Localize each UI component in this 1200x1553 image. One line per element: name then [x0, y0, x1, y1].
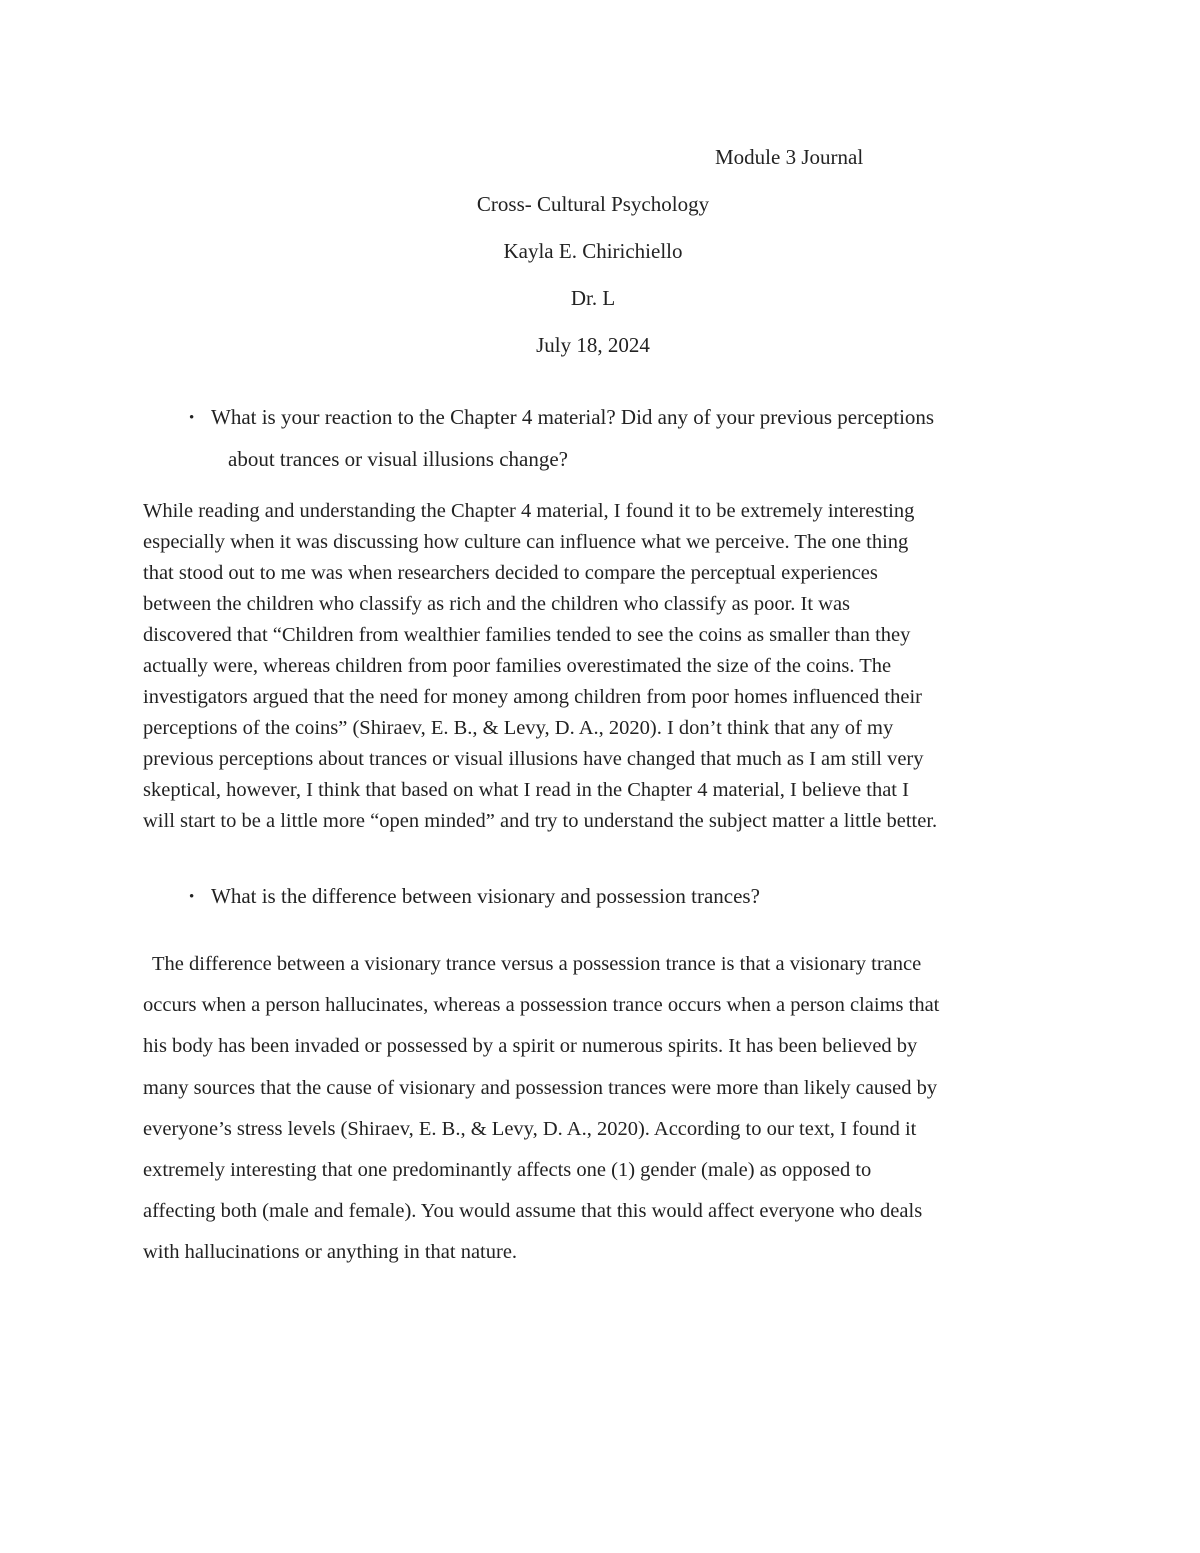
- answer-2-line: many sources that the cause of visionary and possession trances were more than likely caused by: [143, 1076, 938, 1099]
- answer-1-line: between the children who classify as rich and the children who classify as poor. It was: [143, 593, 851, 615]
- instructor-name: Dr. L: [570, 286, 616, 310]
- document-title: Module 3 Journal: [715, 145, 864, 169]
- answer-1-line: discovered that “Children from wealthier families tended to see the coins as smaller than they: [143, 624, 911, 646]
- answer-2-line: The difference between a visionary trance versus a possession trance is that a visionary trance: [152, 953, 922, 975]
- question-1-line-1: What is your reaction to the Chapter 4 material? Did any of your previous perceptions: [211, 405, 935, 429]
- answer-1-line: While reading and understanding the Chapter 4 material, I found it to be extremely interesting: [143, 500, 915, 522]
- answer-1-paragraph: [143, 496, 1073, 837]
- answer-1-line: especially when it was discussing how culture can influence what we perceive. The one thing: [143, 531, 909, 553]
- answer-1-line: that stood out to me was when researchers decided to compare the perceptual experiences: [143, 562, 878, 584]
- answer-1-line: perceptions of the coins” (Shiraev, E. B., & Levy, D. A., 2020). I don’t think that any of my: [143, 717, 894, 739]
- answer-2-line: everyone’s stress levels (Shiraev, E. B., & Levy, D. A., 2020). According to our text, I found it: [143, 1117, 917, 1140]
- answer-1-line: previous perceptions about trances or visual illusions have changed that much as I am still very: [143, 748, 924, 770]
- course-name: Cross- Cultural Psychology: [476, 192, 710, 216]
- document-date: July 18, 2024: [536, 333, 650, 357]
- bullet-icon: •: [189, 410, 195, 426]
- answer-1-line: investigators argued that the need for money among children from poor homes influenced their: [143, 686, 922, 708]
- question-2: What is the difference between visionary and possession trances?: [211, 884, 760, 908]
- answer-1-line: actually were, whereas children from poor families overestimated the size of the coins. The: [143, 655, 892, 677]
- answer-2-line: his body has been invaded or possessed by a spirit or numerous spirits. It has been believed by: [143, 1035, 918, 1058]
- answer-2-line: extremely interesting that one predominantly affects one (1) gender (male) as opposed to: [143, 1158, 872, 1181]
- answer-1-line: skeptical, however, I think that based on what I read in the Chapter 4 material, I believe that I: [143, 779, 909, 801]
- answer-2-line: affecting both (male and female). You would assume that this would affect everyone who deals: [143, 1200, 923, 1223]
- bullet-icon: •: [189, 889, 195, 905]
- answer-2-line: with hallucinations or anything in that nature.: [143, 1241, 518, 1264]
- answer-1-line: will start to be a little more “open minded” and try to understand the subject matter a little better.: [143, 810, 938, 832]
- answer-2-paragraph: [143, 944, 1073, 1274]
- question-1-line-2: about trances or visual illusions change?: [228, 447, 568, 471]
- answer-2-line: occurs when a person hallucinates, whereas a possession trance occurs when a person claims that: [143, 994, 940, 1017]
- author-name: Kayla E. Chirichiello: [503, 239, 683, 263]
